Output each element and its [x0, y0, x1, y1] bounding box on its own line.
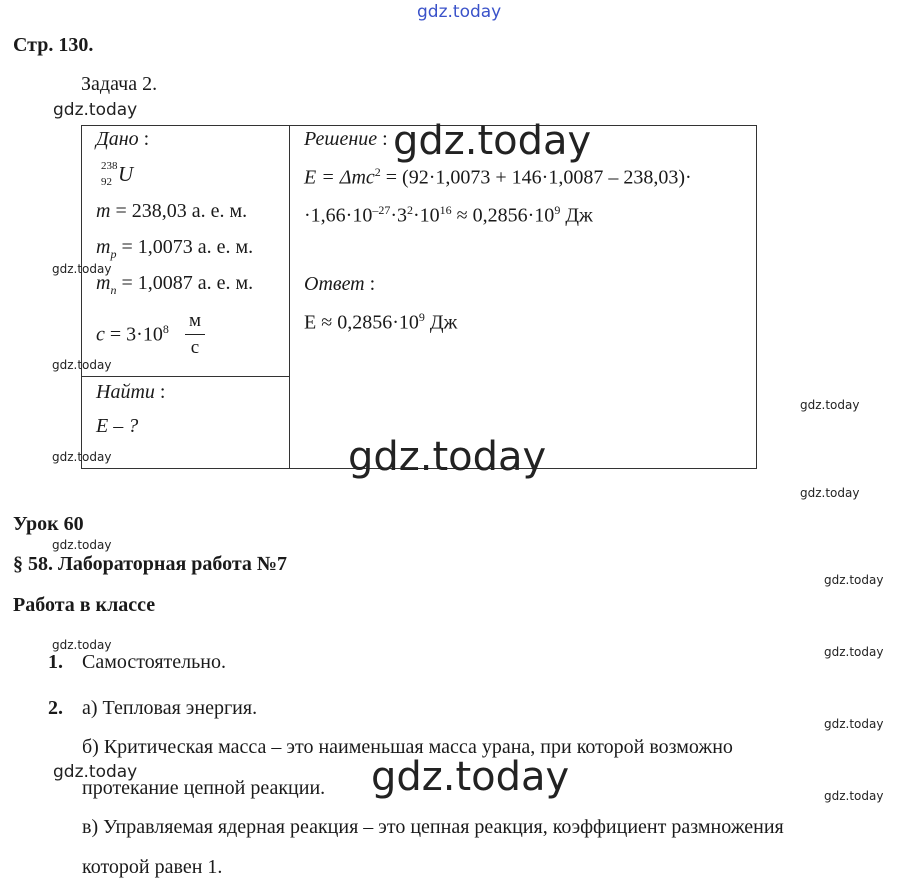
watermark: gdz.today — [371, 754, 570, 800]
given-proton-mass: $m_p = 1,0073$ а. е. м. — [96, 236, 254, 261]
table-divider-horizontal — [81, 376, 290, 377]
page-heading: Стр. 130. — [13, 34, 94, 56]
speed-unit-fraction: м с — [185, 310, 205, 359]
item-text-2b-line1: б) Критическая масса – это наименьшая масса урана, при которой возможно — [82, 736, 733, 758]
lesson-heading: Урок 60 — [13, 513, 84, 535]
given-mass: m = 238,03 а. е. м. — [96, 200, 248, 222]
find-header: Найти : — [96, 381, 166, 403]
item-text-1: Самостоятельно. — [82, 651, 226, 673]
given-neutron-mass: $m_n = 1,0087$ а. е. м. — [96, 272, 254, 297]
item-text-2c-line2: которой равен 1. — [82, 856, 223, 878]
isotope-notation: 238 92 U — [101, 160, 134, 188]
task-title: Задача 2. — [81, 73, 158, 95]
item-number-1: 1. — [48, 651, 63, 673]
solution-header: Решение : — [304, 128, 388, 150]
subsection-heading: Работа в классе — [13, 594, 156, 616]
solution-line-2: $\cdot 1,66\cdot 10^{-27}\cdot 3^2\cdot 10^{16} \approx 0,2856\cdot 10^9$ Дж — [304, 203, 593, 227]
given-speed-of-light: $c = 3\cdot 10^8$ — [96, 322, 169, 346]
watermark: gdz.today — [800, 486, 860, 500]
section-heading: § 58. Лабораторная работа №7 — [13, 553, 288, 575]
watermark: gdz.today — [824, 717, 884, 731]
solution-line-1: E = Δmc$^2$ = (92·1,0073 + 146·1,0087 – 238,03)· — [304, 165, 692, 189]
watermark: gdz.today — [52, 262, 112, 276]
table-divider-vertical — [289, 125, 290, 469]
watermark: gdz.today — [52, 538, 112, 552]
answer-value: $E \approx 0,2856\cdot 10^9$ Дж — [304, 310, 458, 334]
watermark: gdz.today — [824, 789, 884, 803]
watermark: gdz.today — [53, 762, 138, 782]
watermark: gdz.today — [52, 638, 112, 652]
watermark: gdz.today — [348, 434, 547, 480]
item-text-2a: а) Тепловая энергия. — [82, 697, 258, 719]
item-text-2b-line2: протекание цепной реакции. — [82, 777, 326, 799]
find-query: E – ? — [96, 415, 139, 437]
watermark: gdz.today — [53, 100, 138, 120]
watermark: gdz.today — [824, 573, 884, 587]
answer-header: Ответ : — [304, 273, 376, 295]
watermark: gdz.today — [52, 450, 112, 464]
watermark: gdz.today — [52, 358, 112, 372]
watermark: gdz.today — [393, 118, 592, 164]
item-number-2: 2. — [48, 697, 63, 719]
given-header: Дано : — [96, 128, 150, 150]
watermark: gdz.today — [824, 645, 884, 659]
watermark: gdz.today — [800, 398, 860, 412]
watermark-top: gdz.today — [417, 2, 502, 22]
item-text-2c-line1: в) Управляемая ядерная реакция – это цепная реакция, коэффициент размножения — [82, 816, 784, 838]
